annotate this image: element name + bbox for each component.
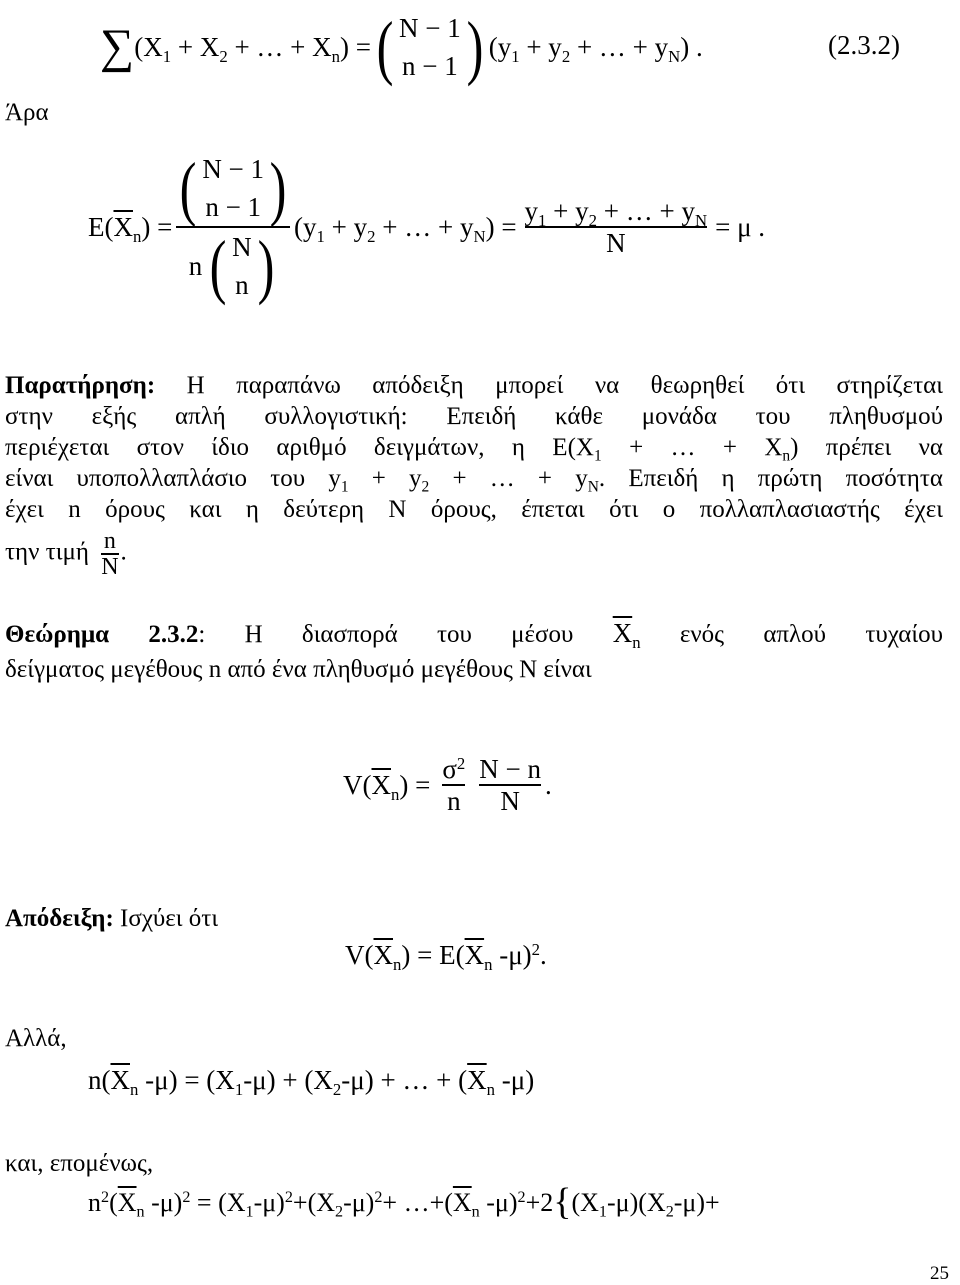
n-over-n-fraction: $\frac{n}{N}$ <box>101 528 119 580</box>
remark-label: Παρατήρηση: <box>5 372 156 399</box>
expectation-sum: ($y_1 + y_2$ + … + $y_N$) = <box>294 211 517 246</box>
ara-text: Άρα <box>5 99 49 126</box>
binomial-ratio: ( N − 1 n − 1 ) n ( N n ) <box>176 150 290 304</box>
remark-line-3: περιέχεται στον ίδιο αριθμό δειγμάτων, η $E(X_1$ + … + $X_n$) πρέπει να <box>5 434 943 465</box>
theorem-label: Θεώρημα 2.3.2 <box>5 621 199 648</box>
theorem-line-2: δείγματος μεγέθους n από ένα πληθυσμό μεγέθους Ν είναι <box>5 656 592 683</box>
equation-expectation <box>88 132 765 322</box>
remark-line-5: έχει n όρους και η δεύτερη N όρους, έπεται ότι ο πολλαπλασιαστής έχει <box>5 496 943 523</box>
proof-equation-1: $V(\overline{X}_n) = E(\overline{X}_n$ -μ)$^2$. <box>345 939 547 974</box>
remark-line-6: την τιμή $\frac{n}{N}$ . <box>5 528 127 580</box>
remark-line-4: είναι υποπολλαπλάσιο του $y_1 + y_2$ + … + $y_N$. Επειδή η πρώτη ποσότητα <box>5 465 943 496</box>
theorem-paragraph <box>5 618 943 685</box>
eq-lhs: ($X_1 + X_2$ + … + $X_n$) = <box>134 31 371 66</box>
equation-2-3-2 <box>100 2 703 92</box>
expectation-lhs: $E(\overline{X}_n)$ = <box>88 211 173 246</box>
finite-population-correction: $\frac{N - n}{N}$ <box>479 754 542 816</box>
kai-epomenos-text: και, επομένως, <box>5 1150 154 1177</box>
summation-symbol: ∑ <box>100 20 135 73</box>
equation-tag: (2.3.2) <box>828 30 900 60</box>
remark-line-2: στην εξής απλή συλλογιστική: Επειδή κάθε μονάδα του πληθυσμού <box>5 403 943 430</box>
theorem-line-1: Θεώρημα 2.3.2: Η διασπορά του μέσου $\overline{X}_n$ ενός απλού τυχαίου <box>5 618 943 652</box>
eq-rhs: ($y_1 + y_2$ + … + $y_N$) . <box>488 31 703 66</box>
proof-intro: Απόδειξη: Ισχύει ότι <box>5 905 219 932</box>
proof-label: Απόδειξη: <box>5 905 114 932</box>
alla-text: Αλλά, <box>5 1025 67 1052</box>
proof-equation-3: $n^2(\overline{X}_n$ $-\mu)^2 = (X_1-\mu)^2+(X_2-\mu)^2+$ $\dots+(\overline{X}_n$ $-\mu)^2+2\{(X_1-\mu)(X_2-\mu)+$ <box>88 1181 720 1223</box>
curly-brace: { <box>553 1181 572 1223</box>
sigma-over-n-fraction: $\frac{\sigma^2}{n}$ <box>442 753 466 816</box>
remark-line-1: Παρατήρηση: Η παραπάνω απόδειξη μπορεί να θεωρηθεί ότι στηρίζεται <box>5 372 943 399</box>
equation-variance: $V(\overline{X}_n)$ = $\frac{\sigma^2}{n}$ $\frac{N - n}{N}$ . <box>343 753 552 816</box>
binomial-coefficient: ( N − 1 n − 1 ) <box>376 7 484 87</box>
remark-paragraph <box>5 370 943 579</box>
mean-fraction: $\frac{y_1 + y_2 + \dots + y_N}{N}$ <box>524 196 708 258</box>
page-number: 25 <box>930 1263 949 1284</box>
expectation-rhs: = μ . <box>715 211 766 242</box>
proof-equation-2: $n(\overline{X}_n$ $-\mu) = (X_1-\mu) + (X_2-\mu)$ + … + ($\overline{X}_n$ -μ) <box>88 1065 535 1099</box>
